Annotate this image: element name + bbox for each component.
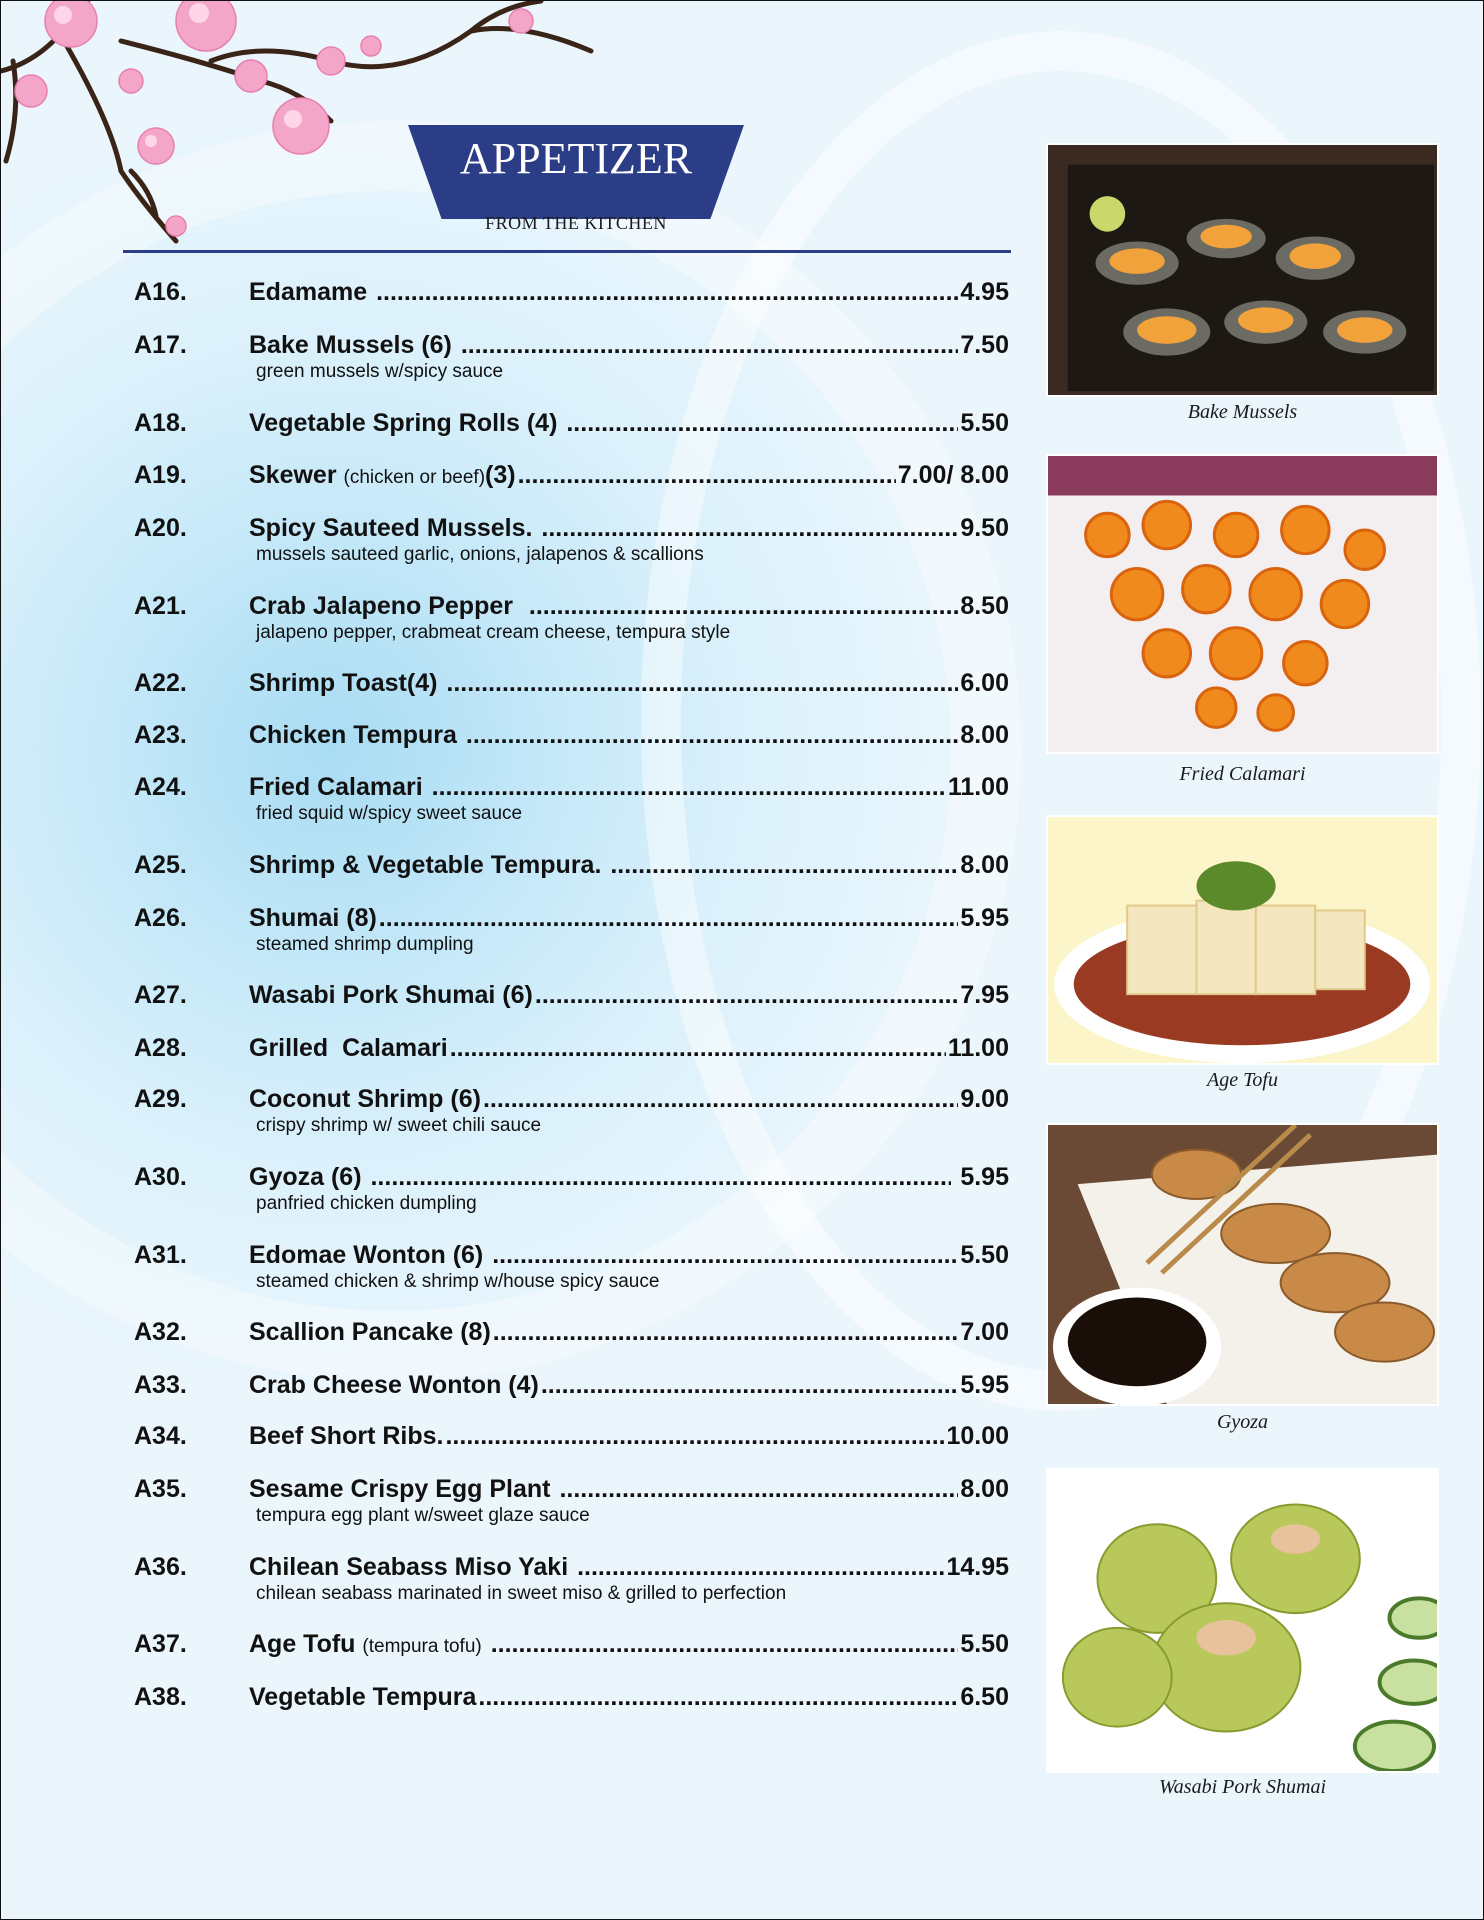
menu-item (134, 331, 1009, 383)
item-name-text: Grilled Calamari (249, 1034, 448, 1062)
dot-leader (535, 981, 958, 1010)
item-price: 10.00 (946, 1422, 1009, 1450)
item-name (249, 1085, 481, 1114)
menu-item-row (134, 1422, 1009, 1458)
item-code: A31. (134, 1241, 187, 1269)
item-description: mussels sauteed garlic, onions, jalapenos & scallions (256, 544, 704, 565)
item-code: A33. (134, 1371, 187, 1399)
item-name-text: Gyoza (6) (249, 1163, 369, 1191)
item-description: panfried chicken dumpling (256, 1193, 477, 1214)
item-price: 11.00 (947, 1034, 1009, 1062)
item-name (249, 1553, 575, 1582)
item-code: A34. (134, 1422, 187, 1450)
photo-wasabi-pork-shumai (1046, 1468, 1439, 1773)
menu-item (134, 721, 1009, 757)
item-description: jalapeno pepper, crabmeat cream cheese, tempura style (256, 622, 731, 643)
menu-item (134, 1371, 1009, 1407)
menu-item (134, 851, 1009, 887)
item-description: steamed chicken & shrimp w/house spicy sauce (256, 1271, 660, 1292)
page-title: APPETIZER (459, 134, 693, 183)
item-price: 11.00 (947, 773, 1009, 801)
item-price: 7.95 (960, 981, 1009, 1009)
item-price: 5.50 (960, 1241, 1009, 1269)
photo-caption: Wasabi Pork Shumai (1158, 1776, 1327, 1798)
header-divider (123, 250, 1011, 253)
menu-item-row (134, 461, 1009, 497)
dot-leader (446, 669, 958, 698)
item-description: steamed shrimp dumpling (256, 934, 474, 955)
tofu-image-icon (1048, 817, 1437, 1063)
item-price: 5.50 (960, 1630, 1009, 1658)
item-name-suffix: (3) (485, 461, 516, 489)
item-code: A21. (134, 592, 187, 620)
dot-leader (445, 1422, 944, 1451)
menu-item (134, 461, 1009, 497)
item-name-text: Bake Mussels (6) (249, 331, 459, 359)
item-name-text: Coconut Shrimp (6) (249, 1085, 481, 1113)
mussels-image-icon (1048, 145, 1437, 395)
item-code: A32. (134, 1318, 187, 1346)
item-description: tempura egg plant w/sweet glaze sauce (256, 1505, 590, 1526)
item-description: crispy shrimp w/ sweet chili sauce (256, 1115, 542, 1136)
shumai-image-icon (1048, 1470, 1437, 1771)
photo-caption: Fried Calamari (1179, 763, 1306, 785)
item-name (249, 331, 459, 360)
menu-item (134, 1241, 1009, 1293)
item-name (249, 1318, 491, 1347)
item-name (249, 904, 377, 933)
item-code: A26. (134, 904, 187, 932)
item-code: A35. (134, 1475, 187, 1503)
item-price: 5.50 (960, 409, 1009, 437)
menu-item (134, 1318, 1009, 1354)
item-name-suffix (482, 1630, 489, 1658)
item-name (249, 1163, 368, 1192)
item-note: (chicken or beef) (343, 467, 486, 488)
menu-item (134, 773, 1009, 825)
dot-leader (518, 461, 896, 490)
menu-item-row (134, 1683, 1009, 1719)
dot-leader (493, 1318, 959, 1347)
photo-gyoza (1046, 1123, 1439, 1406)
photo-caption: Age Tofu (1207, 1069, 1278, 1091)
menu-item (134, 669, 1009, 705)
photo-caption: Gyoza (1216, 1411, 1269, 1433)
menu-item-row (134, 1318, 1009, 1354)
dot-leader (541, 1371, 958, 1400)
item-price: 8.00 (960, 1475, 1009, 1503)
item-name-text: Age Tofu (249, 1630, 363, 1658)
menu-item-row (134, 721, 1009, 757)
menu-item (134, 981, 1009, 1017)
item-name (249, 851, 608, 880)
menu-item-row (134, 1371, 1009, 1407)
item-code: A23. (134, 721, 187, 749)
item-code: A24. (134, 773, 187, 801)
item-name (249, 981, 533, 1010)
menu-item-row (134, 981, 1009, 1017)
item-name-text: Crab Jalapeno Pepper (249, 592, 527, 620)
item-name (249, 1683, 476, 1712)
calamari-image-icon (1048, 456, 1437, 752)
item-name-text: Sesame Crispy Egg Plant (249, 1475, 558, 1503)
item-code: A30. (134, 1163, 187, 1191)
dot-leader (461, 331, 959, 360)
dot-leader (483, 1085, 958, 1114)
item-code: A16. (134, 278, 187, 306)
menu-item (134, 1553, 1009, 1605)
item-code: A25. (134, 851, 187, 879)
item-name-text: Shrimp Toast(4) (249, 669, 445, 697)
item-price: 6.50 (960, 1683, 1009, 1711)
item-name-text: Beef Short Ribs. (249, 1422, 444, 1450)
dot-leader (379, 904, 959, 933)
dot-leader (610, 851, 958, 880)
dot-leader (478, 1683, 958, 1712)
item-name (249, 461, 516, 490)
item-note: (tempura tofu) (362, 1636, 482, 1657)
menu-item-row (134, 851, 1009, 887)
item-code: A28. (134, 1034, 187, 1062)
photo-caption: Bake Mussels (1187, 401, 1298, 423)
item-name (249, 1422, 443, 1451)
item-name-text: Wasabi Pork Shumai (6) (249, 981, 533, 1009)
menu-item (134, 1085, 1009, 1137)
menu-item (134, 278, 1009, 314)
item-price: 9.50 (960, 514, 1009, 542)
item-name-text: Vegetable Spring Rolls (4) (249, 409, 565, 437)
dot-leader (541, 514, 958, 543)
item-name-text: Shumai (8) (249, 904, 377, 932)
item-name (249, 592, 527, 621)
gyoza-image-icon (1048, 1125, 1437, 1404)
item-name-text: Edomae Wonton (6) (249, 1241, 491, 1269)
item-name-text: Scallion Pancake (8) (249, 1318, 491, 1346)
item-price: 14.95 (946, 1553, 1009, 1581)
item-code: A29. (134, 1085, 187, 1113)
dot-leader (370, 1163, 951, 1192)
item-name-text: Edamame (249, 278, 375, 306)
item-name-text: Skewer (249, 461, 344, 489)
item-price: 4.95 (960, 278, 1009, 306)
menu-item (134, 904, 1009, 956)
photo-fried-calamari (1046, 454, 1439, 754)
dot-leader (529, 592, 958, 621)
item-name-text: Vegetable Tempura (249, 1683, 477, 1711)
item-description: fried squid w/spicy sweet sauce (256, 803, 523, 824)
item-name (249, 278, 374, 307)
item-code: A37. (134, 1630, 187, 1658)
item-name-text: Fried Calamari (249, 773, 430, 801)
item-name-text: Chilean Seabass Miso Yaki (249, 1553, 576, 1581)
item-code: A17. (134, 331, 187, 359)
menu-item (134, 1034, 1009, 1070)
dot-leader (466, 721, 958, 750)
item-code: A22. (134, 669, 187, 697)
menu-item (134, 409, 1009, 445)
item-price: 5.95 (953, 1163, 1009, 1191)
item-price: 6.00 (960, 669, 1009, 697)
item-code: A27. (134, 981, 187, 1009)
menu-item (134, 1683, 1009, 1719)
page-subtitle: FROM THE KITCHEN (485, 213, 667, 233)
dot-leader (559, 1475, 958, 1504)
menu-item (134, 592, 1009, 644)
dot-leader (566, 409, 958, 438)
item-code: A36. (134, 1553, 187, 1581)
item-name (249, 1034, 448, 1063)
menu-item-row (134, 1034, 1009, 1070)
item-code: A19. (134, 461, 187, 489)
dot-leader (492, 1241, 958, 1270)
item-price: 7.50 (960, 331, 1009, 359)
dot-leader (450, 1034, 946, 1063)
item-name-text: Shrimp & Vegetable Tempura. (249, 851, 609, 879)
item-price: 8.50 (960, 592, 1009, 620)
item-name (249, 1630, 489, 1659)
menu-item (134, 1475, 1009, 1527)
item-name-text: Chicken Tempura (249, 721, 464, 749)
photo-age-tofu (1046, 815, 1439, 1065)
dot-leader (577, 1553, 944, 1582)
item-price: 5.95 (960, 904, 1009, 932)
dot-leader (491, 1630, 959, 1659)
menu-item (134, 1163, 1009, 1215)
item-name (249, 1241, 490, 1270)
item-price: 7.00/ 8.00 (897, 461, 1009, 489)
item-description: green mussels w/spicy sauce (256, 361, 504, 382)
item-name (249, 721, 464, 750)
dot-leader (376, 278, 958, 307)
item-name (249, 409, 564, 438)
item-price: 9.00 (960, 1085, 1009, 1113)
item-name (249, 514, 539, 543)
menu-item (134, 514, 1009, 566)
item-name (249, 1475, 557, 1504)
item-code: A20. (134, 514, 187, 542)
menu-item (134, 1630, 1009, 1666)
item-price: 7.00 (960, 1318, 1009, 1346)
item-name-text: Spicy Sauteed Mussels. (249, 514, 540, 542)
item-name (249, 773, 430, 802)
item-name-text: Crab Cheese Wonton (4) (249, 1371, 539, 1399)
item-code: A38. (134, 1683, 187, 1711)
menu-item-row (134, 409, 1009, 445)
item-price: 8.00 (960, 851, 1009, 879)
menu-item (134, 1422, 1009, 1458)
item-description: chilean seabass marinated in sweet miso & grilled to perfection (256, 1583, 787, 1604)
photo-bake-mussels (1046, 143, 1439, 397)
menu-item-row (134, 1630, 1009, 1666)
item-price: 5.95 (960, 1371, 1009, 1399)
item-name (249, 1371, 539, 1400)
menu-item-row (134, 669, 1009, 705)
dot-leader (432, 773, 946, 802)
menu-item-row (134, 278, 1009, 314)
item-price: 8.00 (960, 721, 1009, 749)
item-name (249, 669, 444, 698)
item-code: A18. (134, 409, 187, 437)
